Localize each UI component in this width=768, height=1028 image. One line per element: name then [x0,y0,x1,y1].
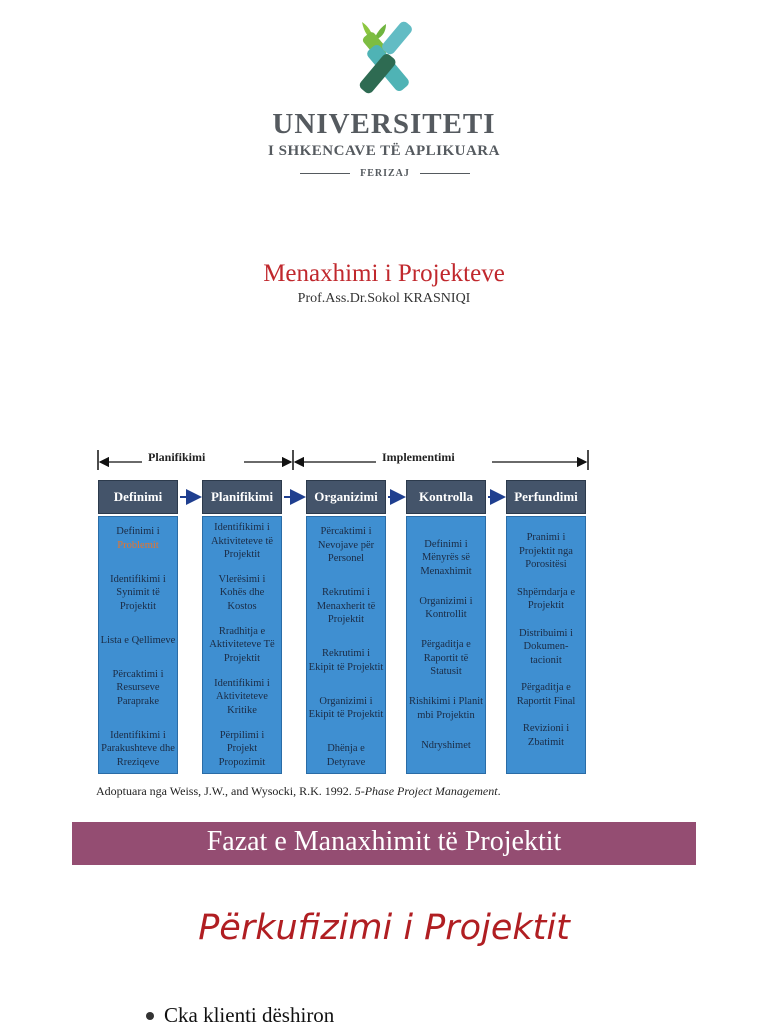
phase-item: Rishikimi i Planit mbi Projektin [408,696,484,721]
phase-item: Përgaditja e Raportit të Statusit [421,639,471,678]
phase-body-perfundimi [506,516,586,774]
implementation-bracket-label: Implementimi [376,450,461,465]
citation-suffix: . [497,784,501,798]
citation [96,784,501,799]
phase-header-organizimi: Organizimi [306,480,386,514]
bullet-text: Cka klienti dëshiron [164,1003,335,1027]
phase-body-organizimi [306,516,386,774]
phase-item: Vlerësimi i Kohës dhe Kostos [218,573,266,612]
university-city-row [290,165,480,181]
phase-item: Revizioni i Zbatimit [522,723,570,748]
phase-item: Përgaditja e Raportit Final [516,682,576,707]
phase-item: Organizimi i Kontrollit [419,595,473,621]
phase-header-planifikimi: Planifikimi [202,480,282,514]
phase-item: Përpilimi i Projekt Propozimit [218,729,266,768]
phase-header-kontrolla: Kontrolla [406,480,486,514]
university-subtitle: I SHKENCAVE TË APLIKUARA [268,143,500,159]
divider [420,173,470,174]
citation-text: Adoptuara nga Weiss, J.W., and Wysocki, R.K. 1992. [96,784,352,798]
phase-item: Rekrutimi i Ekipit të Projektit [308,648,384,673]
section-banner: Fazat e Manaxhimit të Projektit [72,822,696,865]
phase-item: Lista e Qellimeve [100,634,176,646]
phase-body-definimi [98,516,178,774]
course-title: Menaxhimi i Projekteve [263,260,505,287]
phase-item: Dhënja e Detyrave [326,743,366,768]
university-city: FERIZAJ [360,167,410,179]
course-professor: Prof.Ass.Dr.Sokol KRASNIQI [297,291,471,306]
planning-bracket-label: Planifikimi [142,450,211,465]
university-logo-icon [340,14,430,96]
section-title: Përkufizimi i Projektit [198,908,570,948]
phase-header-definimi: Definimi [98,480,178,514]
phase-item: Organizimi i Ekipit të Projektit [308,695,384,720]
bullet-item [146,1003,334,1028]
bullet-icon [146,1012,154,1020]
phase-item: Shpërndarja e Projektit [516,586,576,611]
phase-body-kontrolla [406,516,486,774]
phase-item: Rradhitja e Aktiviteteve Të Projektit [209,625,275,664]
project-phases-diagram [94,446,594,780]
phase-body-planifikimi [202,516,282,774]
phase-item: Identifikimi i Aktiviteteve Kritike [214,677,270,716]
citation-title: 5-Phase Project Management [354,784,498,798]
phase-item: Distribuimi i Dokumen-tacionit [519,627,573,666]
phase-item: Ndryshimet [421,739,471,751]
phase-item: Përcaktimi i Resurseve Paraprake [112,668,164,707]
phase-item: Identifikimi i Aktiviteteve të Projektit [210,522,274,560]
phase-item: Rekrutimi i Menaxherit të Projektit [316,587,376,625]
phase-item: Identifikimi i Parakushteve dhe Rreziqeve [101,729,175,768]
phase-item: Identifikimi i Synimit të Projektit [110,573,166,612]
phase-header-perfundimi: Perfundimi [506,480,586,514]
phase-item: Definimi i Mënyrës së Menaxhimit [420,538,472,577]
university-name: UNIVERSITETI [272,108,496,140]
phase-item: Pranimi i Projektit nga Porositësi [519,532,573,570]
phase-item: Përcaktimi i Nevojave për Personel [317,526,375,564]
divider [300,173,350,174]
phase-item: Definimi i Problemit [116,526,160,551]
